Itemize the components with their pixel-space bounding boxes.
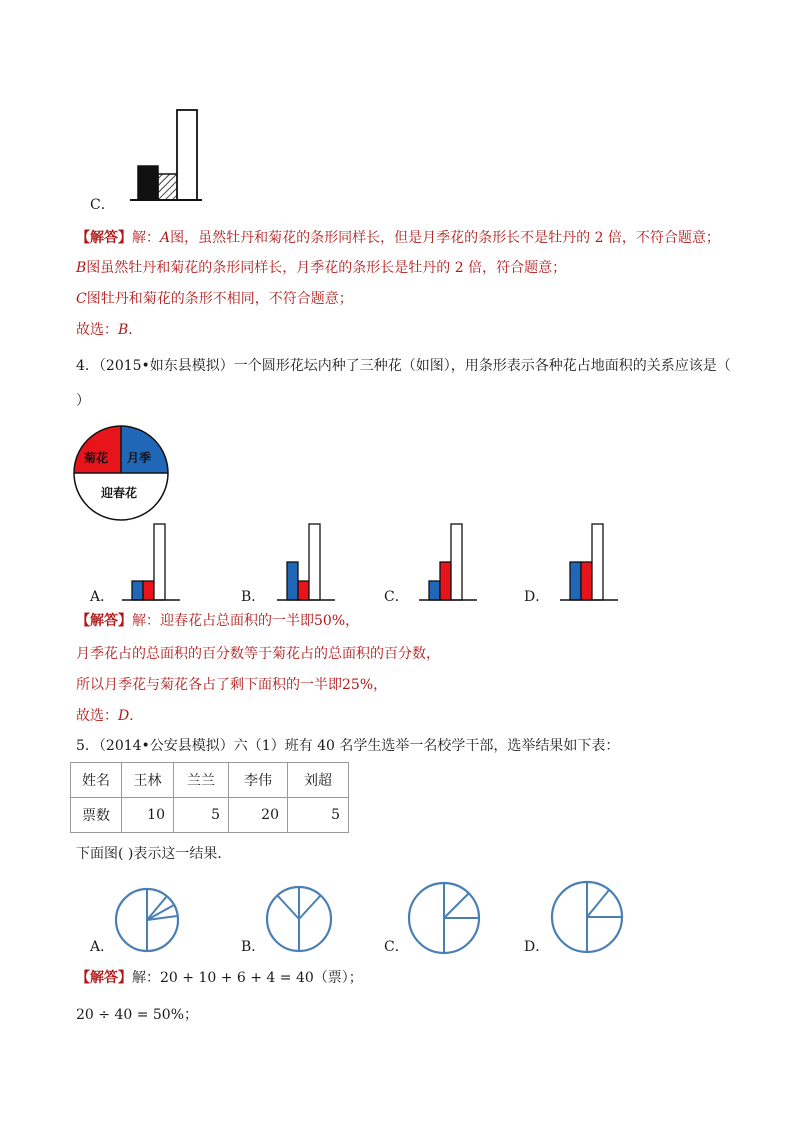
- q5-option-c-pie: [408, 882, 482, 956]
- q4-option-d-chart: [560, 522, 620, 602]
- pie-label-winter-jasmine: 迎春花: [101, 486, 138, 500]
- q5-option-d-pie: [551, 880, 625, 956]
- table-cell: 5: [174, 798, 229, 833]
- q4-stem-line2: ）: [76, 393, 90, 409]
- q4-option-c-label: C．: [384, 589, 409, 605]
- answer4-line1: 【解答】解：迎春花占总面积的一半即50%，: [76, 613, 360, 629]
- table-cell: 刘超: [288, 763, 349, 798]
- q4-option-d-label: D．: [524, 589, 550, 605]
- bar-winter-jasmine: [154, 524, 165, 600]
- bar-winter-jasmine: [309, 524, 320, 600]
- answer5-line1: 【解答】解：20 + 10 + 6 + 4 = 40（票）；: [76, 970, 363, 986]
- answer3-line1: 【解答】解：A图，虽然牡丹和菊花的条形同样长，但是月季花的条形长不是牡丹的 2 倍，不符合题意；: [76, 230, 720, 246]
- answer4-line3: 所以月季花与菊花各占了剩下面积的一半即25%，: [76, 677, 388, 693]
- q4-option-c-chart: [419, 522, 479, 602]
- answer4-line2: 月季花占的总面积的百分数等于菊花占的总面积的百分数，: [76, 646, 440, 662]
- q5-option-a-label: A．: [90, 939, 115, 955]
- q4-option-a-chart: [122, 522, 182, 602]
- q5-option-c-label: C．: [384, 939, 409, 955]
- bar-rose: [132, 581, 143, 600]
- table-cell: 姓名: [71, 763, 122, 798]
- bar-winter-jasmine: [451, 524, 462, 600]
- q5-prompt: 下面图( )表示这一结果．: [76, 846, 232, 862]
- table-cell: 10: [122, 798, 174, 833]
- answer5-line2: 20 ÷ 40 = 50%；: [76, 1007, 199, 1023]
- table-row: [71, 798, 349, 833]
- q4-option-b-label: B．: [241, 589, 266, 605]
- answer3-choice: 故选：B．: [76, 322, 143, 338]
- bar-chrysanthemum: [581, 562, 592, 600]
- bar-rose: [177, 110, 197, 200]
- bar-peony: [138, 166, 158, 200]
- bar-rose: [570, 562, 581, 600]
- table-row: [71, 763, 349, 798]
- pie-label-chrysanthemum: 菊花: [84, 451, 109, 465]
- q5-option-a-pie: [115, 888, 183, 956]
- table-cell: 5: [288, 798, 349, 833]
- q5-option-b-pie: [266, 886, 336, 956]
- answer3-line2: B图虽然牡丹和菊花的条形同样长，月季花的条形长是牡丹的 2 倍，符合题意；: [76, 260, 567, 276]
- answer3-line3: C图牡丹和菊花的条形不相同，不符合题意；: [76, 291, 353, 307]
- table-cell: 王林: [122, 763, 174, 798]
- q4-option-b-chart: [277, 522, 337, 602]
- q4-option-a-label: A．: [90, 589, 115, 605]
- table-cell: 20: [229, 798, 288, 833]
- option-c-bar-chart: [130, 100, 210, 210]
- table-cell: 李伟: [229, 763, 288, 798]
- table-cell: 兰兰: [174, 763, 229, 798]
- q4-flower-bed-pie: [74, 426, 170, 522]
- q5-option-d-label: D．: [524, 939, 550, 955]
- option-c-label: C．: [90, 197, 115, 213]
- q5-option-b-label: B．: [241, 939, 266, 955]
- bar-chrysanthemum: [440, 562, 451, 600]
- q5-vote-table: [70, 762, 349, 833]
- bar-chrysanthemum: [298, 581, 309, 600]
- answer4-choice: 故选：D．: [76, 708, 144, 724]
- q5-stem: 5．（2014•公安县模拟）六（1）班有 40 名学生选举一名校学干部，选举结果如下表：: [76, 738, 620, 754]
- bar-chrysanthemum: [143, 581, 154, 600]
- q4-stem-line1: 4．（2015•如东县模拟）一个圆形花坛内种了三种花（如图），用条形表示各种花占地面积的关系应该是（: [76, 358, 731, 374]
- bar-rose: [429, 581, 440, 600]
- bar-rose: [287, 562, 298, 600]
- bar-chrysanthemum: [158, 174, 178, 200]
- bar-winter-jasmine: [592, 524, 603, 600]
- pie-label-rose: 月季: [127, 451, 152, 465]
- table-cell: 票数: [71, 798, 122, 833]
